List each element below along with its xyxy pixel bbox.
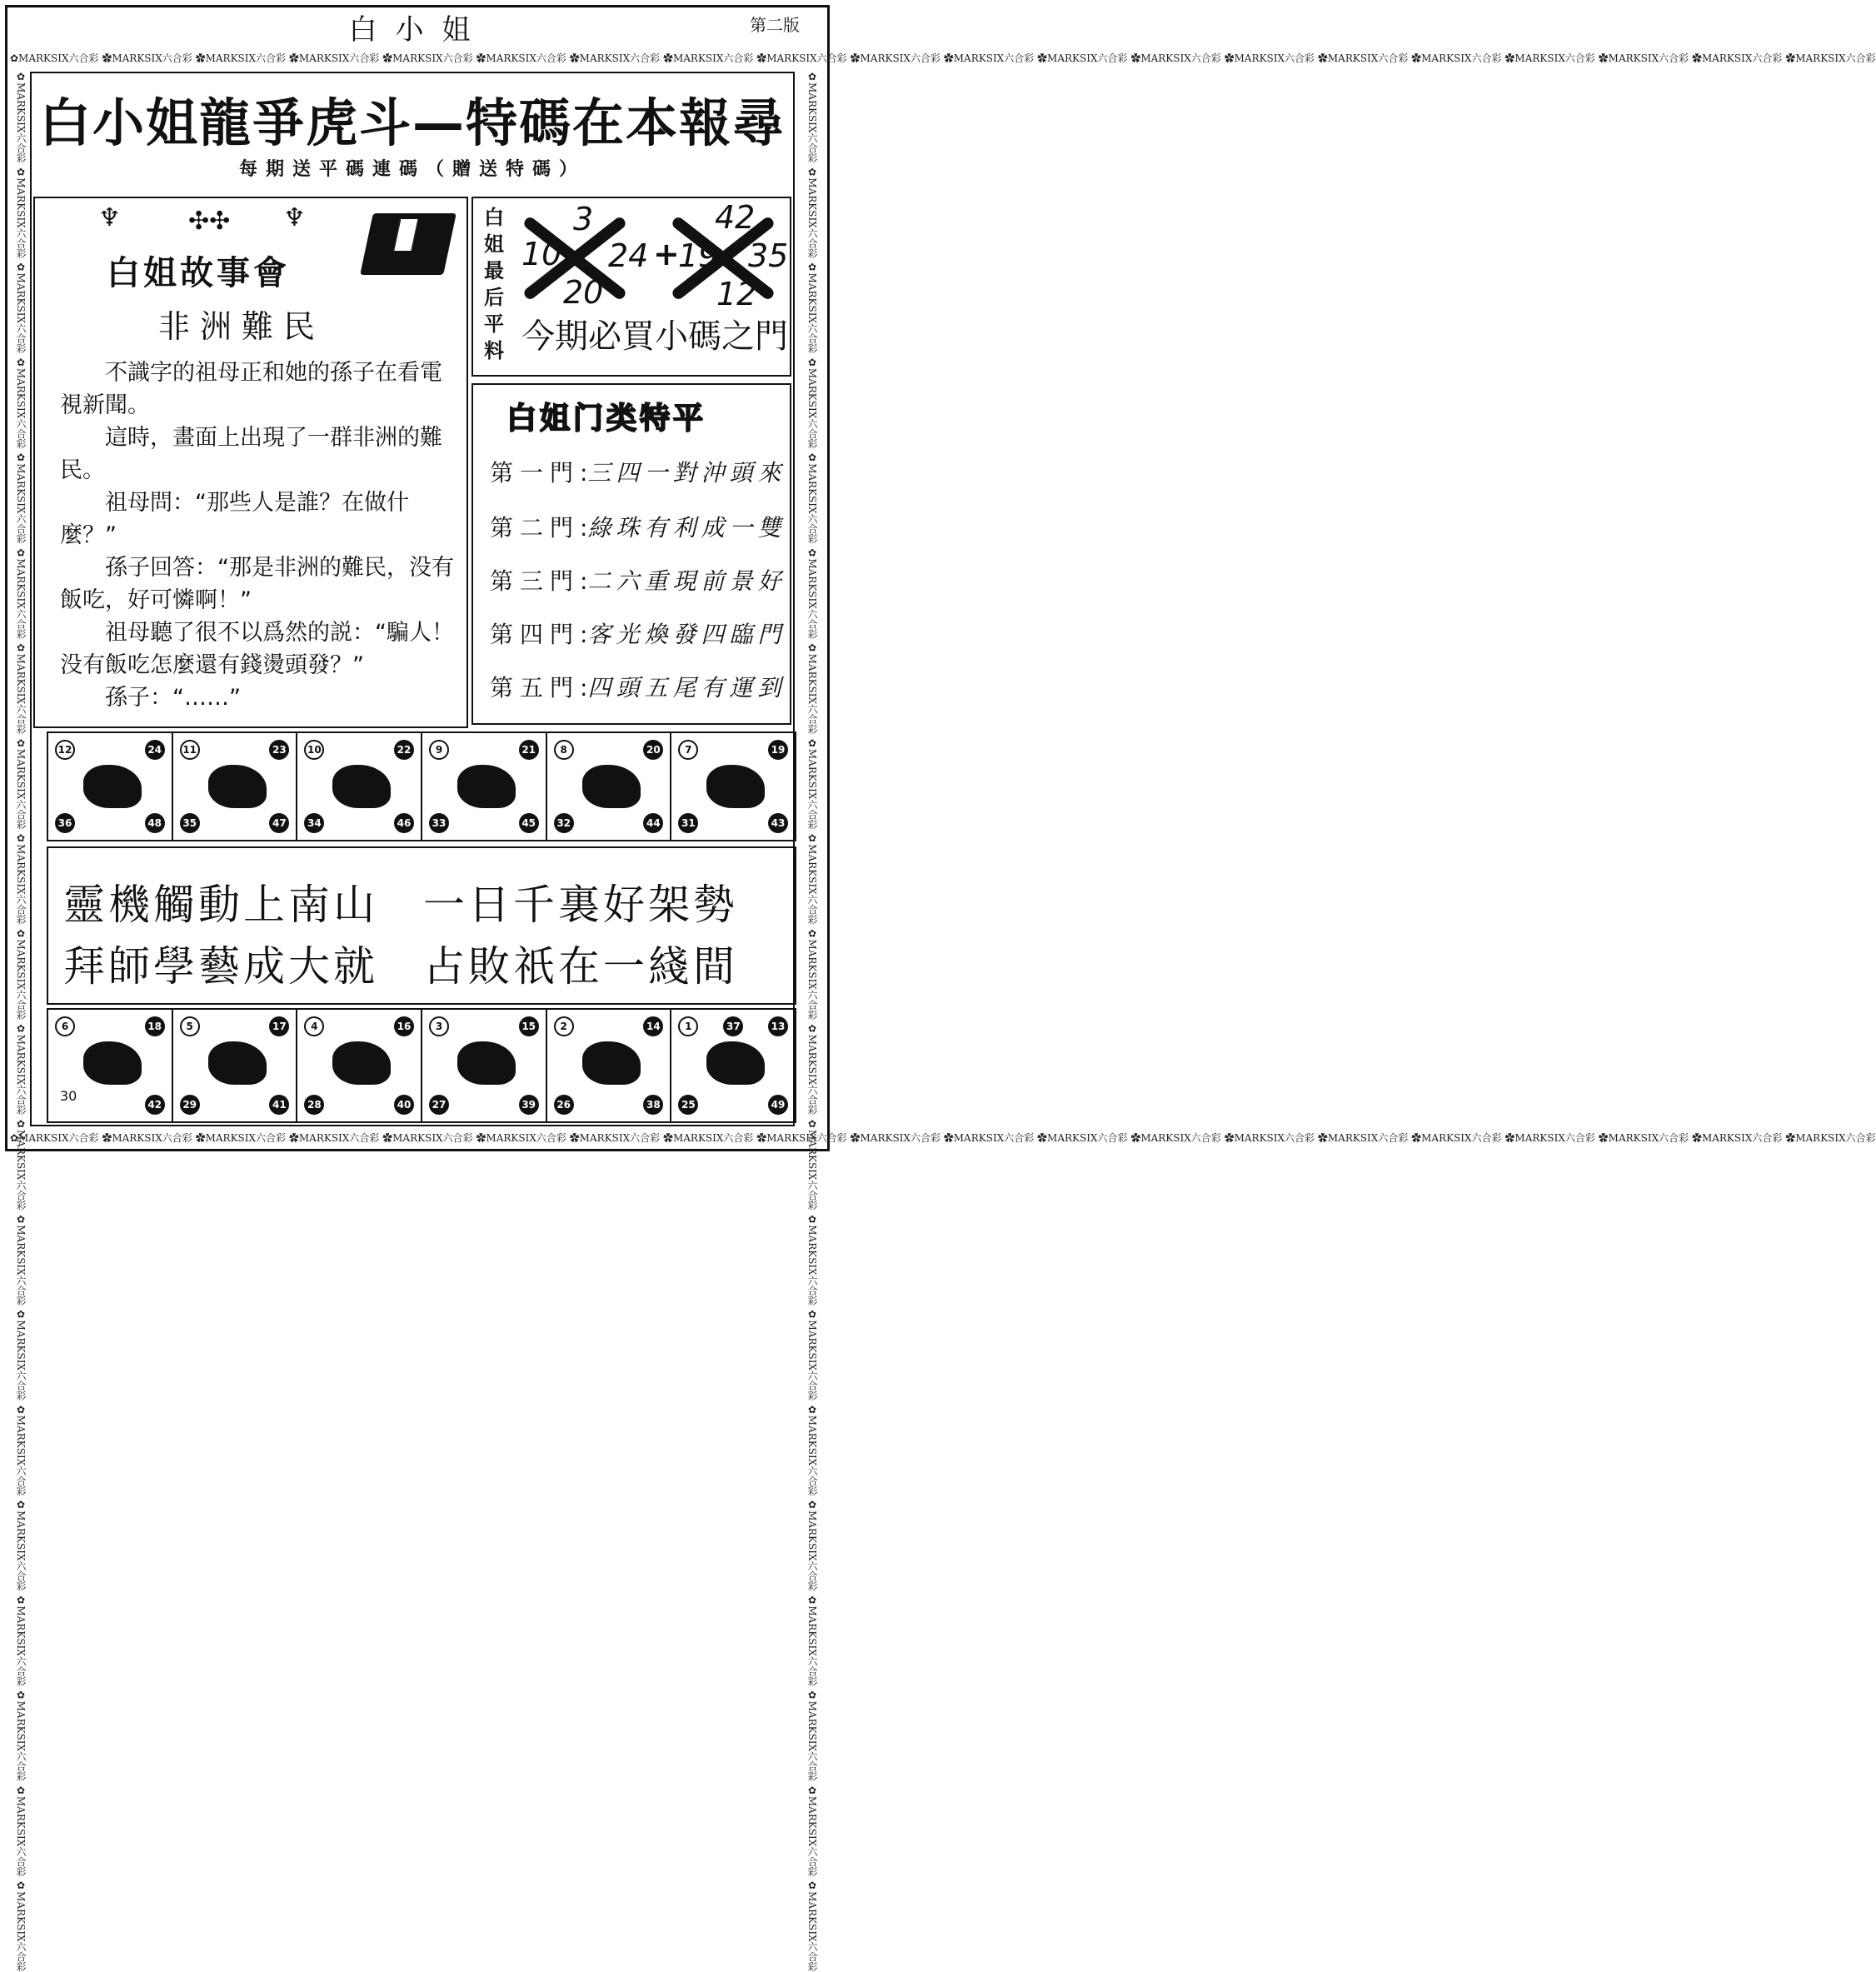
tiger-icon — [332, 765, 391, 808]
number-ball: 49 — [768, 1095, 788, 1115]
bottom-band: ✿MARKSIX六合彩 ✿MARKSIX六合彩 ✿MARKSIX六合彩 ✿MARKSIX六合彩 ✿MARKSIX六合彩 ✿MARKSIX六合彩 ✿MARKSIX六合彩 ✿MARKSIX六合彩 ✿MARKSIX六合彩 ✿MARKSIX六合彩 ✿MARKSIX六合彩 ✿MARKSIX六合彩 ✿MARKSIX六合彩 ✿MARKSIX六合彩 ✿MARKSIX六合彩 ✿MARKSIX六合彩 ✿MARKSIX六合彩 ✿MARKSIX六合彩 ✿MARKSIX六合彩 ✿MARKSIX六合彩 — [10, 1132, 1876, 1144]
door-item: 第五門:四頭五尾有運到 — [490, 674, 786, 701]
number-ball: 3 — [429, 1016, 449, 1036]
number-ball: 47 — [269, 813, 289, 833]
left-band: ✿MARKSIX六合彩 ✿MARKSIX六合彩 ✿MARKSIX六合彩 ✿MARKSIX六合彩 ✿MARKSIX六合彩 ✿MARKSIX六合彩 ✿MARKSIX六合彩 ✿MARKSIX六合彩 ✿MARKSIX六合彩 ✿MARKSIX六合彩 ✿MARKSIX六合彩 ✿MARKSIX六合彩 ✿MARKSIX六合彩 ✿MARKSIX六合彩 ✿MARKSIX六合彩 ✿MARKSIX六合彩 ✿MARKSIX六合彩 ✿MARKSIX六合彩 ✿MARKSIX六合彩 ✿MARKSIX六合彩 — [15, 71, 27, 1972]
number-ball: 43 — [768, 813, 788, 833]
zodiac-cell-rooster — [422, 1010, 547, 1121]
dog-icon — [582, 1041, 641, 1085]
door-value: 四頭五尾有運到 — [587, 674, 786, 701]
number-ball: 15 — [519, 1016, 539, 1036]
number-ball: 1 — [678, 1016, 698, 1036]
poem-line: 拜師學藝成大就 占敗祇在一綫間 — [63, 942, 738, 991]
number-ball: 9 — [429, 740, 449, 760]
zodiac-cell-pig — [671, 1010, 795, 1121]
number-ball: 27 — [429, 1095, 449, 1115]
zodiac-cell-rabbit — [422, 733, 547, 840]
number-ball: 29 — [180, 1095, 200, 1115]
zodiac-cell-dragon — [547, 733, 672, 840]
rabbit-icon — [457, 765, 516, 808]
number-ball: 37 — [723, 1016, 743, 1036]
tulip-icon: ♆ — [98, 203, 121, 232]
door-key: 第二門 — [490, 514, 581, 542]
door-item: 第四門:客光煥發四臨門 — [490, 621, 786, 648]
number-ball: 20 — [643, 740, 663, 760]
number-ball: 4 — [304, 1016, 324, 1036]
number-ball: 46 — [394, 813, 414, 833]
number-ball: 24 — [145, 740, 165, 760]
door-key: 第一門 — [490, 459, 581, 487]
snake-icon — [706, 765, 765, 808]
pick-number: 12 — [716, 276, 757, 312]
story-body — [60, 357, 463, 714]
door-value: 三四一對沖頭來 — [587, 459, 786, 487]
newspaper-title: 白小姐 — [348, 13, 489, 47]
story-paragraph: 這時，畫面上出現了一群非洲的難民。 — [60, 425, 442, 483]
number-ball: 13 — [768, 1016, 788, 1036]
poem-line: 靈機觸動上南山 一日千裏好架勢 — [63, 881, 738, 929]
number-ball: 40 — [394, 1095, 414, 1115]
number-ball: 25 — [678, 1095, 698, 1115]
tulip-icon: ♆ — [283, 203, 306, 232]
number-ball: 5 — [180, 1016, 200, 1036]
page-number: 30 — [60, 1088, 77, 1104]
monkey-icon — [332, 1041, 391, 1085]
rooster-icon — [457, 1041, 516, 1085]
number-ball: 33 — [429, 813, 449, 833]
door-key: 第三門 — [490, 567, 581, 595]
headline: 白小姐龍爭虎斗—特碼在本報尋 — [38, 92, 786, 153]
number-ball: 18 — [145, 1016, 165, 1036]
zodiac-cell-goat — [173, 1010, 298, 1121]
number-ball: 45 — [519, 813, 539, 833]
number-ball: 26 — [554, 1095, 574, 1115]
zodiac-cell-monkey — [297, 1010, 422, 1121]
subheadline: 每期送平碼連碼（贈送特碼） — [238, 159, 586, 180]
goat-icon — [208, 1041, 267, 1085]
rat-icon — [83, 765, 142, 808]
plus-sign: + — [653, 236, 680, 272]
edition-label: 第二版 — [750, 15, 800, 35]
zodiac-cell-dog — [547, 1010, 672, 1121]
number-ball: 28 — [304, 1095, 324, 1115]
number-ball: 39 — [519, 1095, 539, 1115]
pick-number: 35 — [748, 237, 789, 274]
number-ball: 41 — [269, 1095, 289, 1115]
story-section-title: 白姐故事會 — [107, 254, 290, 292]
pick-label: 白姐最后平料 — [484, 206, 504, 362]
story-title: 非洲難民 — [158, 308, 326, 345]
story-paragraph: 祖母聽了很不以爲然的説：“騙人！没有飯吃怎麼還有錢燙頭發？” — [60, 620, 454, 678]
pick-number: 20 — [563, 274, 604, 311]
number-ball: 21 — [519, 740, 539, 760]
door-key: 第四門 — [490, 621, 581, 648]
horse-icon — [83, 1041, 142, 1085]
top-band: ✿MARKSIX六合彩 ✿MARKSIX六合彩 ✿MARKSIX六合彩 ✿MARKSIX六合彩 ✿MARKSIX六合彩 ✿MARKSIX六合彩 ✿MARKSIX六合彩 ✿MARKSIX六合彩 ✿MARKSIX六合彩 ✿MARKSIX六合彩 ✿MARKSIX六合彩 ✿MARKSIX六合彩 ✿MARKSIX六合彩 ✿MARKSIX六合彩 ✿MARKSIX六合彩 ✿MARKSIX六合彩 ✿MARKSIX六合彩 ✿MARKSIX六合彩 ✿MARKSIX六合彩 ✿MARKSIX六合彩 — [10, 52, 1876, 64]
number-ball: 36 — [55, 813, 75, 833]
zodiac-cell-ox — [173, 733, 298, 840]
number-ball: 6 — [55, 1016, 75, 1036]
number-ball: 14 — [643, 1016, 663, 1036]
zodiac-cell-horse — [48, 1010, 173, 1121]
story-paragraph: 孫子回答：“那是非洲的難民，没有飯吃，好可憐啊！” — [60, 555, 454, 613]
number-ball: 10 — [304, 740, 324, 760]
book-icon — [360, 213, 457, 275]
story-paragraph: 孫子：“……” — [105, 685, 241, 711]
door-item: 第三門:二六重現前景好 — [490, 567, 786, 595]
pick-number: 24 — [608, 237, 649, 274]
story-paragraph: 不識字的祖母正和她的孫子在看電視新聞。 — [60, 360, 442, 418]
door-key: 第五門 — [490, 674, 581, 701]
pick-slogan: 今期必買小碼之門 — [521, 317, 788, 356]
number-ball: 2 — [554, 1016, 574, 1036]
number-ball: 22 — [394, 740, 414, 760]
number-ball: 35 — [180, 813, 200, 833]
number-ball: 44 — [643, 813, 663, 833]
number-ball: 7 — [678, 740, 698, 760]
pick-number: 10 — [521, 236, 562, 272]
number-ball: 38 — [643, 1095, 663, 1115]
zodiac-row-2 — [47, 1008, 796, 1123]
zodiac-cell-tiger — [297, 733, 422, 840]
number-ball: 17 — [269, 1016, 289, 1036]
number-ball: 42 — [145, 1095, 165, 1115]
number-ball: 8 — [554, 740, 574, 760]
story-paragraph: 祖母問：“那些人是誰？在做什麼？” — [60, 490, 409, 548]
number-ball: 48 — [145, 813, 165, 833]
zodiac-cell-snake — [671, 733, 795, 840]
number-ball: 11 — [180, 740, 200, 760]
door-item: 第二門:綠珠有利成一雙 — [490, 514, 786, 542]
number-ball: 31 — [678, 813, 698, 833]
pick-number: 42 — [715, 199, 756, 236]
zodiac-cell-rat — [48, 733, 173, 840]
number-ball: 16 — [394, 1016, 414, 1036]
number-ball: 12 — [55, 740, 75, 760]
number-ball: 34 — [304, 813, 324, 833]
zodiac-row-1 — [47, 731, 796, 841]
pick-number: 3 — [573, 201, 594, 237]
door-item: 第一門:三四一對沖頭來 — [490, 459, 786, 487]
door-value: 二六重現前景好 — [587, 567, 786, 595]
flower-ornament-icon: ✣✣ — [188, 207, 231, 236]
door-value: 綠珠有利成一雙 — [587, 514, 786, 542]
number-ball: 23 — [269, 740, 289, 760]
pick-number: 19 — [678, 237, 719, 274]
doors-title: 白姐门类特平 — [506, 402, 707, 436]
number-ball: 32 — [554, 813, 574, 833]
dragon-icon — [582, 765, 641, 808]
number-ball: 19 — [768, 740, 788, 760]
door-value: 客光煥發四臨門 — [587, 621, 786, 648]
right-band: ✿MARKSIX六合彩 ✿MARKSIX六合彩 ✿MARKSIX六合彩 ✿MARKSIX六合彩 ✿MARKSIX六合彩 ✿MARKSIX六合彩 ✿MARKSIX六合彩 ✿MARKSIX六合彩 ✿MARKSIX六合彩 ✿MARKSIX六合彩 ✿MARKSIX六合彩 ✿MARKSIX六合彩 ✿MARKSIX六合彩 ✿MARKSIX六合彩 ✿MARKSIX六合彩 ✿MARKSIX六合彩 ✿MARKSIX六合彩 ✿MARKSIX六合彩 ✿MARKSIX六合彩 ✿MARKSIX六合彩 — [806, 71, 818, 1972]
pig-icon — [706, 1041, 765, 1085]
ox-icon — [208, 765, 267, 808]
